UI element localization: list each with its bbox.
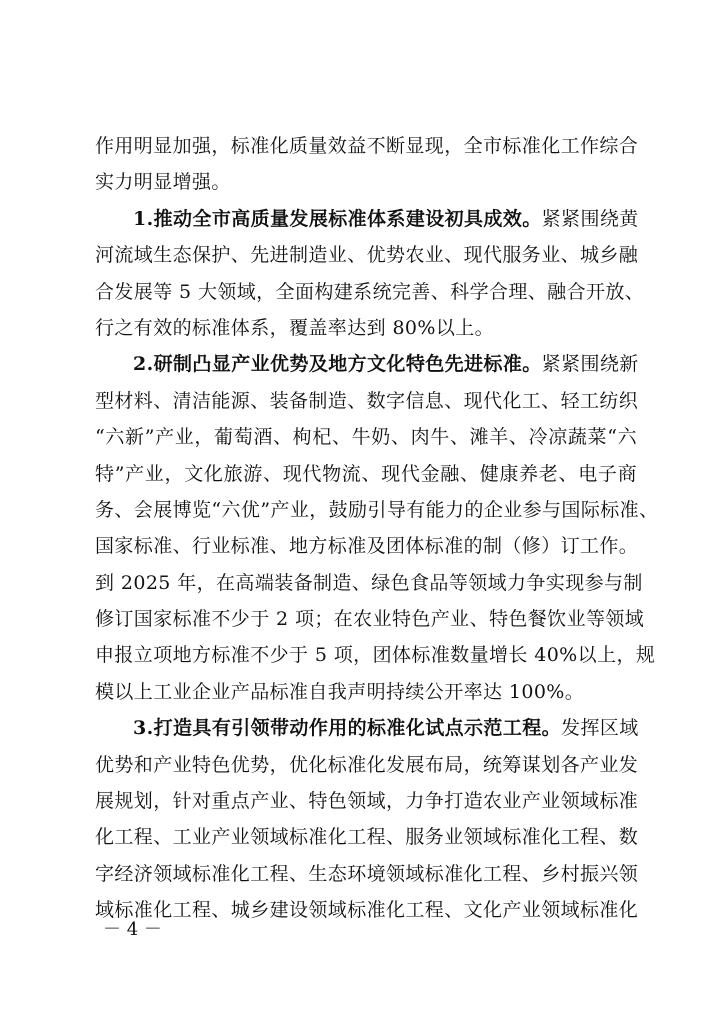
text-span: 紧紧围绕新 [541, 353, 639, 376]
text-line: 特”产业，文化旅游、现代物流、现代金融、健康养老、电子商 [95, 462, 637, 485]
text-line: 域标准化工程、城乡建设领域标准化工程、文化产业领域标准化 [95, 899, 639, 922]
text-line: 优势和产业特色优势，优化标准化发展布局，统筹谋划各产业发 [95, 753, 639, 776]
text-line: 展规划，针对重点产业、特色领域，力争打造农业产业领域标准 [95, 790, 639, 813]
text-line: 实力明显增强。 [95, 171, 231, 194]
text-line: 河流域生态保护、先进制造业、优势农业、现代服务业、城乡融 [95, 244, 639, 267]
text-line: 作用明显加强，标准化质量效益不断显现，全市标准化工作综合 [95, 135, 639, 157]
paragraph-first-line [95, 346, 637, 382]
text-line: 化工程、工业产业领域标准化工程、服务业领域标准化工程、数 [95, 826, 639, 849]
text-line: 申报立项地方标准不少于 5 项，团体标准数量增长 40%以上，规 [95, 644, 656, 667]
text-line: 务、会展博览“六优”产业，鼓励引导有能力的企业参与国际标准、 [95, 498, 659, 521]
text-line: 行之有效的标准体系，覆盖率达到 80%以上。 [95, 316, 495, 339]
section-heading: 3.打造具有引领带动作用的标准化试点示范工程。 [133, 717, 562, 740]
document-body [95, 128, 659, 929]
text-line: 字经济领域标准化工程、生态环境领域标准化工程、乡村振兴领 [95, 862, 639, 885]
page-number: － 4 － [103, 919, 162, 940]
text-line: 模以上工业企业产品标准自我声明持续公开率达 100%。 [95, 680, 585, 703]
text-line: 国家标准、行业标准、地方标准及团体标准的制（修）订工作。 [95, 535, 639, 558]
text-line: “六新”产业，葡萄酒、枸杞、牛奶、肉牛、滩羊、冷凉蔬菜“六 [95, 426, 637, 449]
text-line: 修订国家标准不少于 2 项；在农业特色产业、特色餐饮业等领域 [95, 608, 645, 631]
text-span: 紧紧围绕黄 [541, 207, 639, 230]
text-line: 型材料、清洁能源、装备制造、数字信息、现代化工、轻工纺织 [95, 389, 639, 412]
text-line: 到 2025 年，在高端装备制造、绿色食品等领域力争实现参与制 [95, 571, 643, 594]
section-heading: 2.研制凸显产业优势及地方文化特色先进标准。 [133, 353, 542, 376]
paragraph-first-line [95, 201, 637, 237]
text-span: 发挥区域 [561, 717, 639, 740]
text-line: 合发展等 5 大领域，全面构建系统完善、科学合理、融合开放、 [95, 280, 645, 303]
paragraph-first-line [95, 710, 637, 746]
section-heading: 1.推动全市高质量发展标准体系建设初具成效。 [133, 207, 542, 230]
